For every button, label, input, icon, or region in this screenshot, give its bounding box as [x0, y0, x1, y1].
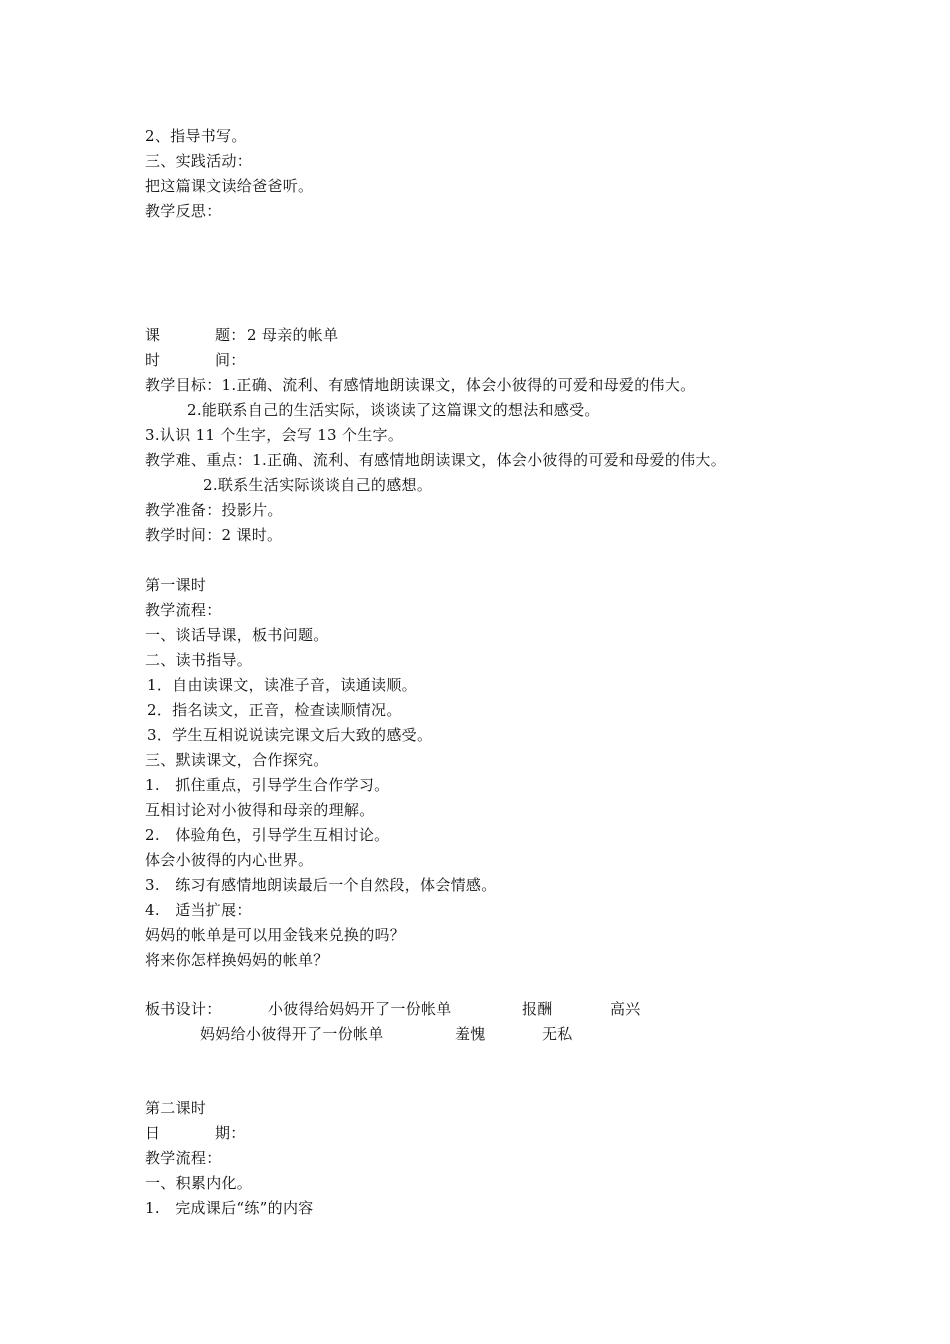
goals-line: 2.能联系自己的生活实际，谈谈读了这篇课文的想法和感受。	[187, 401, 600, 419]
flow-heading: 教学流程：	[145, 1149, 222, 1167]
goals-line: 3.认识 11 个生字，会写 13 个生字。	[145, 426, 404, 444]
lesson-title: 2 母亲的帐单	[247, 326, 339, 344]
flow-substep: 1. 完成课后“练”的内容	[145, 1199, 314, 1217]
period-title: 第二课时	[145, 1099, 207, 1117]
board-item: 妈妈给小彼得开了一份帐单	[200, 1025, 384, 1043]
flow-substep: 4. 适当扩展：	[145, 901, 252, 919]
flow-heading: 教学流程：	[145, 601, 222, 619]
flow-step: 三、默读课文，合作探究。	[145, 751, 329, 769]
date-label: 日	[145, 1124, 161, 1142]
flow-substep: 2．指名读文，正音，检查读顺情况。	[147, 701, 402, 719]
flow-step: 一、积累内化。	[145, 1174, 253, 1192]
date-label-suffix: 期：	[215, 1124, 246, 1142]
question-line: 将来你怎样换妈妈的帐单？	[145, 951, 329, 969]
question-line: 妈妈的帐单是可以用金钱来兑换的吗？	[145, 926, 406, 944]
flow-substep: 3. 练习有感情地朗读最后一个自然段，体会情感。	[145, 876, 497, 894]
text-line: 把这篇课文读给爸爸听。	[145, 177, 314, 195]
flow-substep: 1．自由读课文，读准子音，读通读顺。	[147, 676, 417, 694]
board-design-row	[145, 1024, 665, 1124]
preparation-line: 教学准备：投影片。	[145, 501, 283, 519]
board-item: 羞愧	[455, 1025, 486, 1043]
board-item: 高兴	[610, 1000, 641, 1018]
flow-substep: 3．学生互相说说读完课文后大致的感受。	[147, 726, 433, 744]
section-heading: 三、实践活动：	[145, 152, 253, 170]
key-points-line: 教学难、重点：1.正确、流利、有感情地朗读课文，体会小彼得的可爱和母爱的伟大。	[145, 451, 727, 469]
hours-line: 教学时间：2 课时。	[145, 526, 283, 544]
flow-detail: 互相讨论对小彼得和母亲的理解。	[145, 801, 375, 819]
board-item: 小彼得给妈妈开了一份帐单	[268, 1000, 452, 1018]
topic-label: 课	[145, 326, 161, 344]
flow-detail: 体会小彼得的内心世界。	[145, 851, 314, 869]
section-heading: 教学反思：	[145, 202, 222, 220]
topic-label-suffix: 题：	[215, 326, 246, 344]
time-label: 时	[145, 351, 161, 369]
time-label-suffix: 间：	[215, 351, 246, 369]
period-title: 第一课时	[145, 576, 207, 594]
board-item: 报酬	[522, 1000, 553, 1018]
board-design-label: 板书设计：	[145, 1000, 222, 1018]
text-line: 2、指导书写。	[145, 127, 247, 145]
flow-substep: 1. 抓住重点，引导学生合作学习。	[145, 776, 390, 794]
board-item: 无私	[542, 1025, 573, 1043]
flow-substep: 2. 体验角色，引导学生互相讨论。	[145, 826, 390, 844]
goals-line: 教学目标：1.正确、流利、有感情地朗读课文，体会小彼得的可爱和母爱的伟大。	[145, 376, 696, 394]
key-points-line: 2.联系生活实际谈谈自己的感想。	[203, 476, 433, 494]
flow-step: 二、读书指导。	[145, 651, 253, 669]
flow-step: 一、谈话导课，板书问题。	[145, 626, 329, 644]
